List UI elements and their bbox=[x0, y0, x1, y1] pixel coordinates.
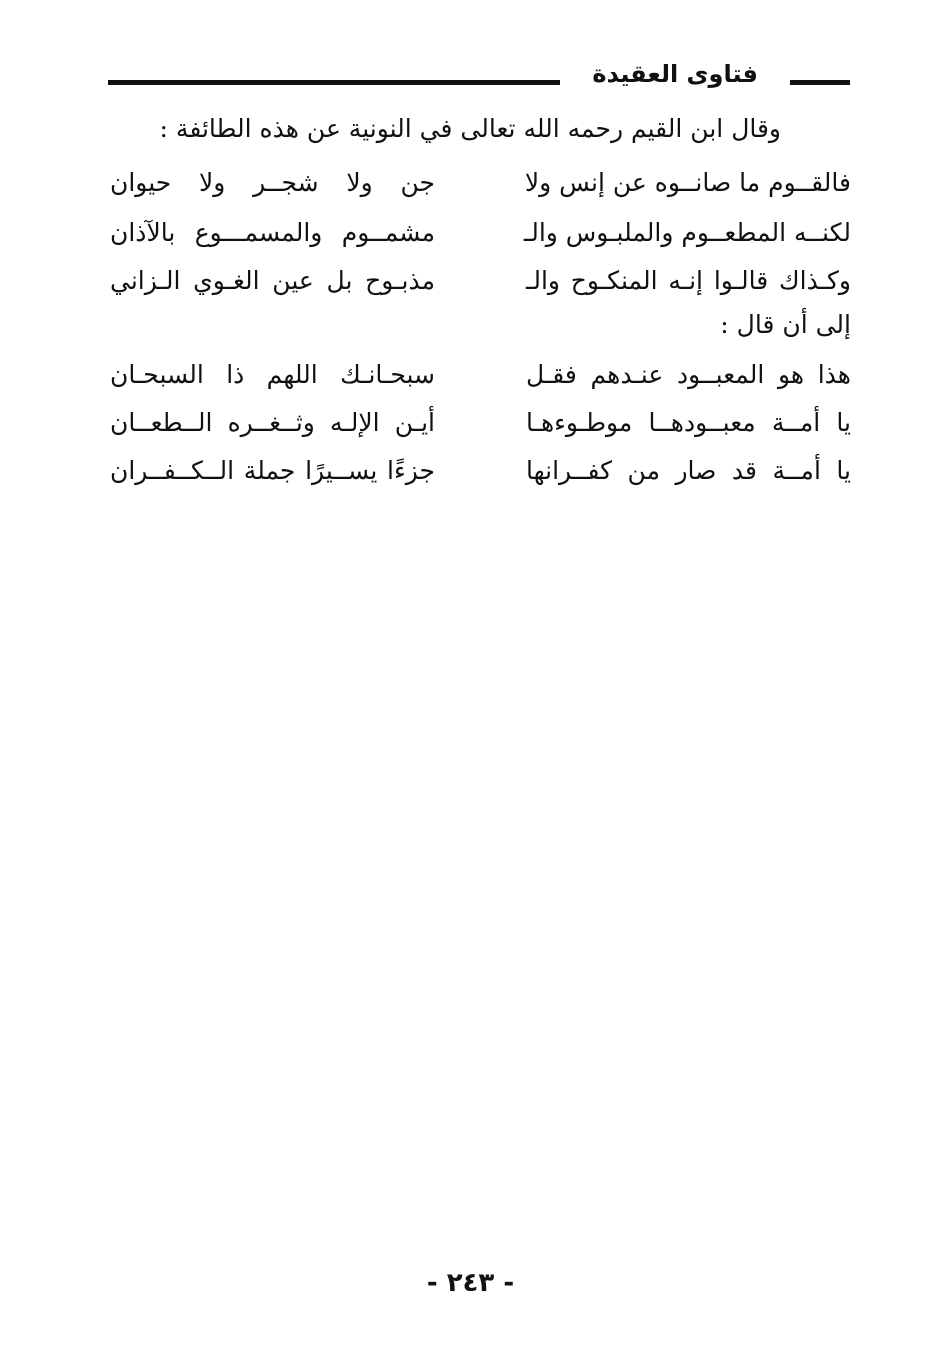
verse-5-first-hemistich: يا أمــة معبــودهــا موطـوءهـا bbox=[526, 408, 851, 437]
verse-2-second-hemistich: مشمــوم والمسمـــوع بالآذان bbox=[110, 218, 435, 247]
verse-6-second-hemistich: جزءًا يســيرًا جملة الــكــفــران bbox=[110, 456, 435, 485]
verse-1-second-hemistich: جن ولا شجــر ولا حيوان bbox=[110, 168, 435, 197]
verse-3-first-hemistich: وكـذاك قالـوا إنـه المنكـوح والـ bbox=[526, 266, 851, 295]
verse-4-second-hemistich: سبحـانـك اللهم ذا السبحـان bbox=[110, 360, 435, 389]
verse-4-first-hemistich: هذا هو المعبــود عنـدهم فقـل bbox=[526, 360, 851, 389]
verse-2-first-hemistich: لكنــه المطعــوم والملبـوس والـ bbox=[523, 218, 851, 247]
page-number: - ٢٤٣ - bbox=[426, 1268, 515, 1298]
verse-5-second-hemistich: أيـن الإلـه وثــغــره الــطعــان bbox=[110, 408, 435, 437]
transition-line: إلى أن قال : bbox=[720, 310, 851, 339]
running-header bbox=[108, 60, 850, 100]
header-title: فتاوى العقيدة bbox=[592, 60, 758, 88]
intro-line: وقال ابن القيم رحمه الله تعالى في النونية عن هذه الطائفة : bbox=[159, 114, 781, 143]
header-rule-short bbox=[790, 80, 850, 85]
verse-6-first-hemistich: يا أمــة قد صار من كفــرانها bbox=[526, 456, 851, 485]
verse-3-second-hemistich: مذبـوح بل عين الغـوي الـزاني bbox=[110, 266, 435, 295]
header-rule-long bbox=[108, 80, 560, 85]
verse-1-first-hemistich: فالقــوم ما صانــوه عن إنس ولا bbox=[524, 168, 851, 197]
